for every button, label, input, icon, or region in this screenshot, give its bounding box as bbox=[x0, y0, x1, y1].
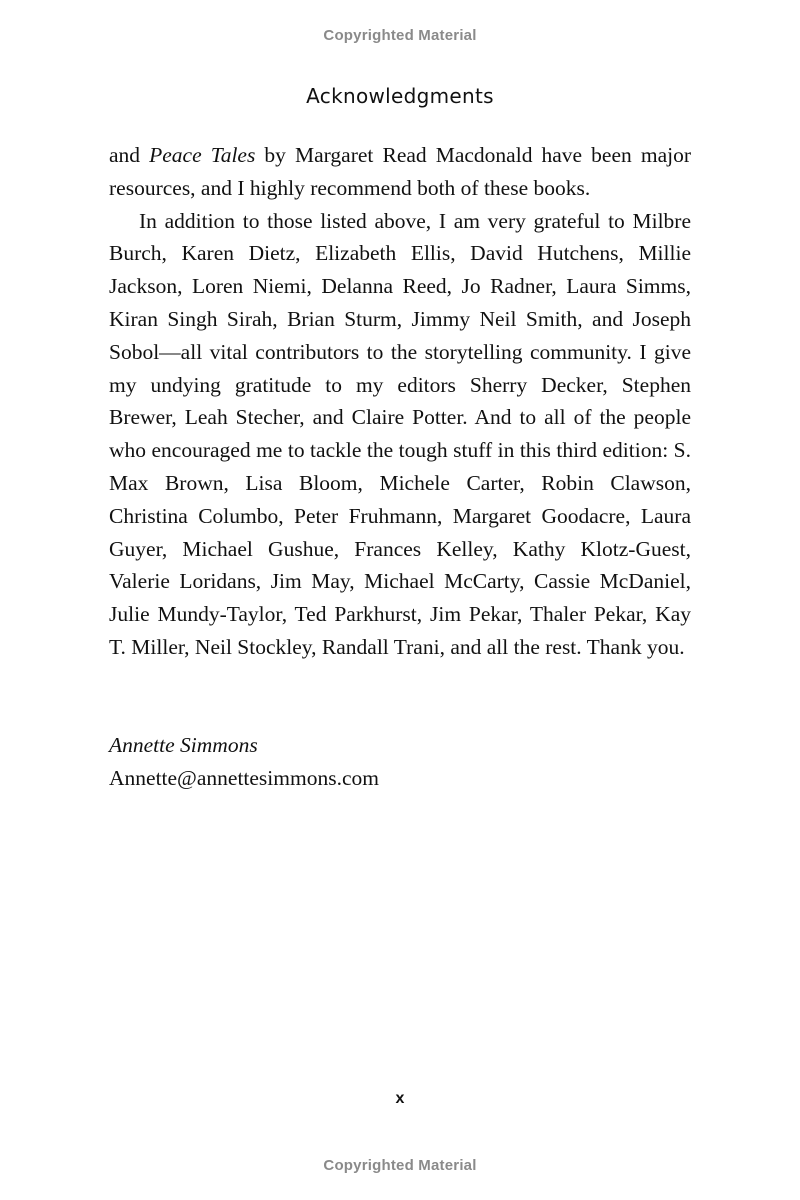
paragraph-1-pre: and bbox=[109, 143, 150, 167]
signature-author: Annette Simmons bbox=[109, 733, 258, 757]
copyright-watermark-bottom: Copyrighted Material bbox=[323, 1157, 477, 1174]
page-number: x bbox=[395, 1090, 405, 1107]
paragraph-2: In addition to those listed above, I am very grateful to Milbre Burch, Karen Dietz, Elizabeth Ellis, David Hutchens, Millie Jackson, Loren Niemi, Delanna Reed, Jo Radner, Laura Simms, Kiran Singh Sirah, Brian Sturm, Jimmy Neil Smith, and Joseph Sobol—all vital contributors to the storytelling community. I give my undying gratitude to my editors Sherry Decker, Stephen Brewer, Leah Stecher, and Claire Potter. And to all of the people who encouraged me to tackle the tough stuff in this third edition: S. Max Brown, Lisa Bloom, Michele Carter, Robin Clawson, Christina Columbo, Peter Fruhmann, Margaret Goodacre, Laura Guyer, Michael Gushue, Frances Kelley, Kathy Klotz-Guest, Valerie Loridans, Jim May, Michael McCarty, Cassie McDaniel, Julie Mundy-Taylor, Ted Parkhurst, Jim Pekar, Thaler Pekar, Kay T. Miller, Neil Stockley, Randall Trani, and all the rest. Thank you. bbox=[109, 208, 691, 659]
copyright-watermark-top: Copyrighted Material bbox=[323, 27, 477, 44]
paragraph-1-post: by Margaret Read Macdonald have been major resources, and I highly recommend both of these books. bbox=[109, 143, 691, 200]
paragraph-1 bbox=[109, 139, 691, 205]
running-head: Acknowledgments bbox=[306, 84, 494, 108]
signature-email[interactable]: Annette@annettesimmons.com bbox=[109, 765, 379, 790]
acknowledgments-body bbox=[109, 139, 691, 664]
signature-block bbox=[109, 729, 691, 795]
book-title-peace-tales: Peace Tales bbox=[149, 143, 256, 167]
